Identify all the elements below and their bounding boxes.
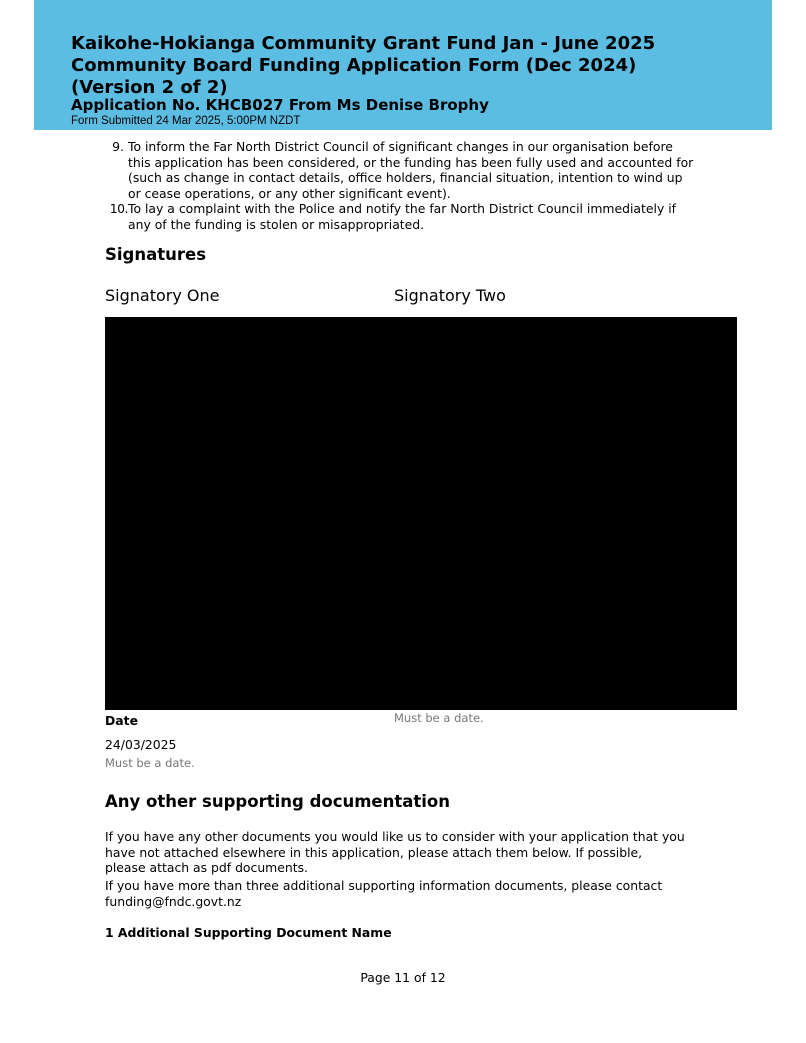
term-item-10 [105, 201, 695, 232]
terms-list [105, 139, 695, 232]
signatory-two-label: Signatory Two [394, 286, 506, 305]
redacted-signatures-block [105, 317, 737, 710]
date-hint-signatory-one: Must be a date. [105, 756, 195, 770]
form-title: Kaikohe-Hokianga Community Grant Fund Jan - June 2025 Community Board Funding Application Form (Dec 2024) (Version 2 of 2) [71, 33, 656, 98]
date-hint-signatory-two: Must be a date. [394, 711, 484, 725]
supporting-paragraph-1: If you have any other documents you would like us to consider with your application that you have not attached elsewhere in this application, please attach them below. If possible, please attach as pdf documents. [105, 829, 685, 875]
date-value: 24/03/2025 [105, 737, 177, 752]
term-text: To inform the Far North District Council of significant changes in our organisation before this application has been considered, or the funding has been fully used and accounted for (such as change in contact details, office holders, financial situation, intention to wind up or cease operations, or any other significant event). [128, 139, 694, 201]
date-label: Date [105, 713, 138, 728]
page-number: Page 11 of 12 [360, 970, 446, 985]
supporting-documentation-heading: Any other supporting documentation [105, 792, 451, 811]
term-number: 9. [112, 139, 124, 154]
supporting-paragraph-2: If you have more than three additional supporting information documents, please contact funding@fndc.govt.nz [105, 878, 663, 909]
signatory-one-label: Signatory One [105, 286, 220, 305]
term-text: To lay a complaint with the Police and notify the far North District Council immediately if any of the funding is stolen or misappropriated. [128, 201, 677, 232]
signatures-heading: Signatures [105, 245, 207, 264]
application-number: Application No. KHCB027 From Ms Denise Brophy [71, 96, 489, 114]
submission-timestamp: Form Submitted 24 Mar 2025, 5:00PM NZDT [71, 115, 301, 127]
term-number: 10. [109, 201, 128, 216]
term-item-9 [105, 139, 695, 201]
additional-document-name-label: 1 Additional Supporting Document Name [105, 925, 392, 940]
